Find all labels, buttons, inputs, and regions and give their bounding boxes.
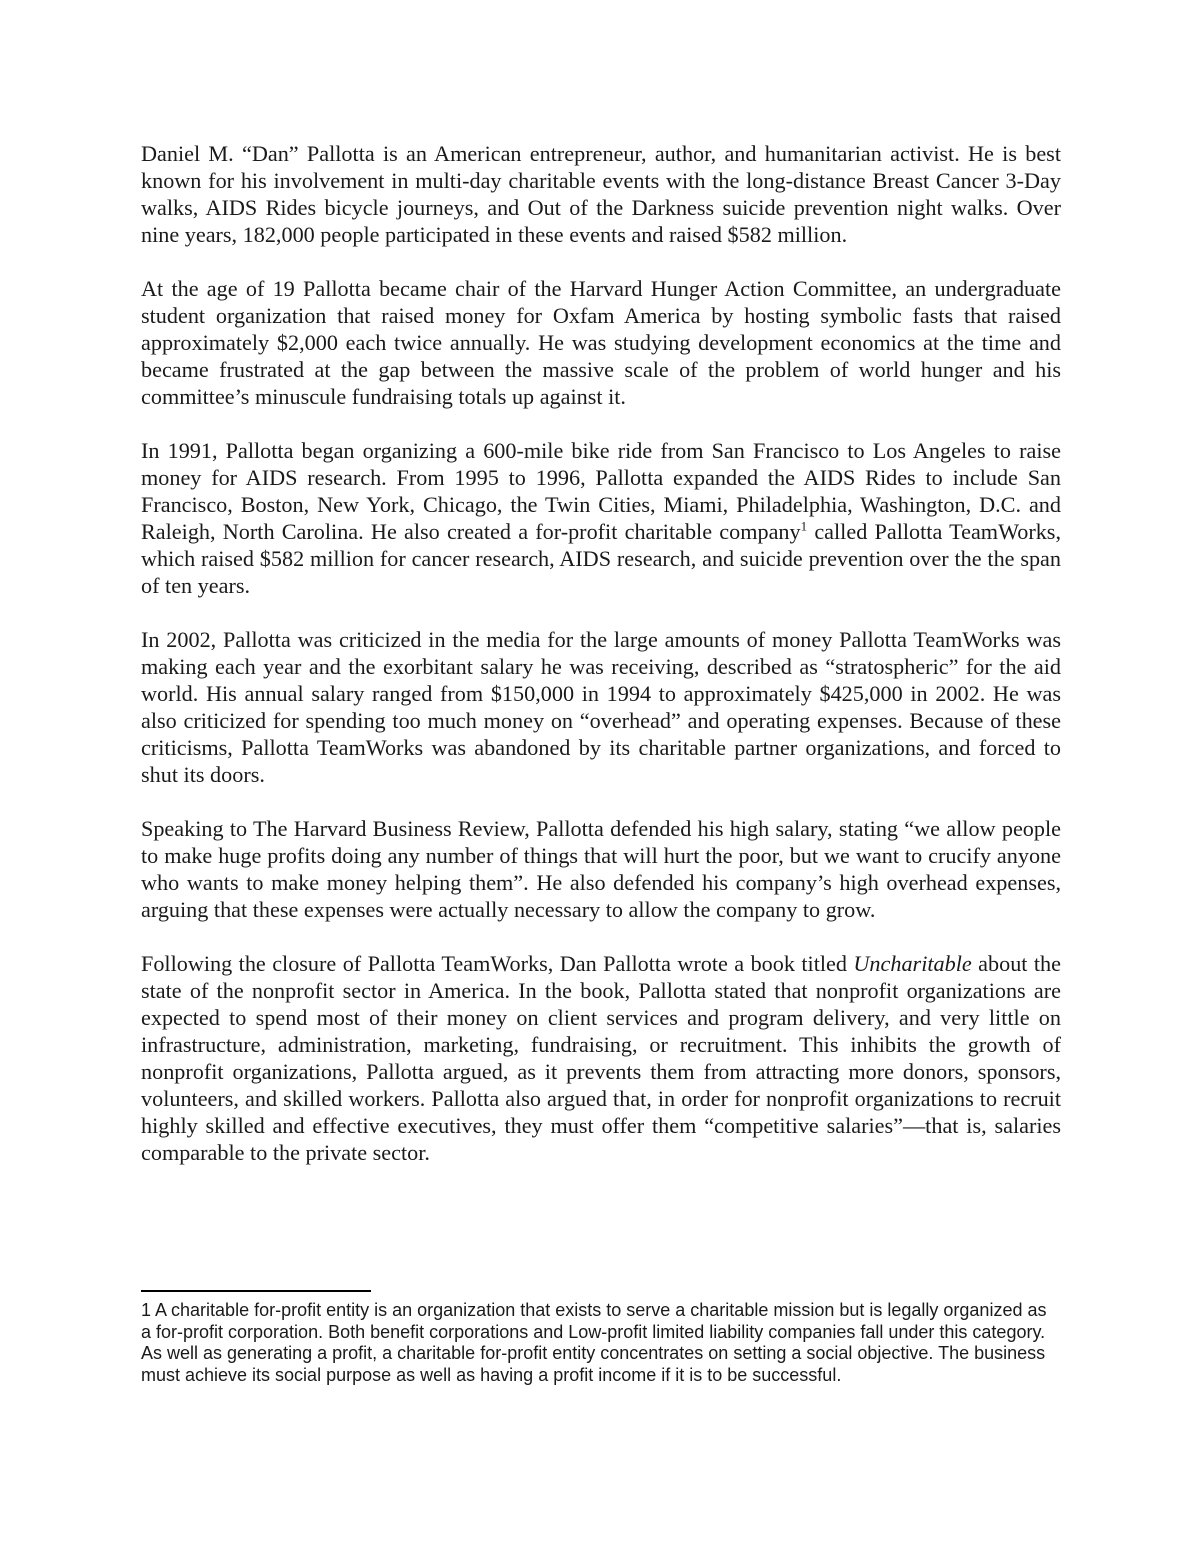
footnote-separator xyxy=(141,1290,371,1292)
paragraph-hbr-defense: Speaking to The Harvard Business Review, Pallotta defended his high salary, stating “we allow people to make huge profits doing any number of things that will hurt the poor, but we want to crucify anyone who wants to make money helping them”. He also defended his company’s high overhead expenses, arguing that these expenses were actually necessary to allow the company to grow. xyxy=(141,816,1061,922)
document-body xyxy=(141,140,1061,1193)
paragraph-uncharitable-text-end: about the state of the nonprofit sector in America. In the book, Pallotta stated that nonprofit organizations are expected to spend most of their money on client services and program delivery, and very little on infrastructure, administration, marketing, fundraising, or recruitment. This inhibits the growth of nonprofit organizations, Pallotta argued, as it prevents them from attracting more donors, sponsors, volunteers, and skilled workers. Pallotta also argued that, in order for nonprofit organizations to recruit highly skilled and effective executives, they must offer them “competitive salaries”—that is, salaries comparable to the private sector. xyxy=(141,951,1061,1165)
footnote-text: 1 A charitable for-profit entity is an organization that exists to serve a charitable mission but is legally organized as a for-profit corporation. Both benefit corporations and Low-profit limited liability companies fall under this category. As well as generating a profit, a charitable for-profit entity concentrates on setting a social objective. The business must achieve its social purpose as well as having a profit income if it is to be successful. xyxy=(141,1300,1047,1385)
paragraph-intro: Daniel M. “Dan” Pallotta is an American entrepreneur, author, and humanitarian activist. He is best known for his involvement in multi-day charitable events with the long-distance Breast Cancer 3-Day walks, AIDS Rides bicycle journeys, and Out of the Darkness suicide prevention night walks. Over nine years, 182,000 people participated in these events and raised $582 million. xyxy=(141,141,1061,247)
paragraph-harvard-hunger: At the age of 19 Pallotta became chair of the Harvard Hunger Action Committee, an undergraduate student organization that raised money for Oxfam America by hosting symbolic fasts that raised approximately $2,000 each twice annually. He was studying development economics at the time and became frustrated at the gap between the massive scale of the problem of world hunger and his committee’s minuscule fundraising totals up against it. xyxy=(141,276,1061,409)
paragraph-aids-rides xyxy=(141,437,1061,599)
footnote-reference: 1 xyxy=(800,518,808,534)
paragraph-uncharitable-text-start: Following the closure of Pallotta TeamWorks, Dan Pallotta wrote a book titled xyxy=(141,951,854,976)
paragraph-aids-rides-text-start: In 1991, Pallotta began organizing a 600-mile bike ride from San Francisco to Los Angeles to raise money for AIDS research. From 1995 to 1996, Pallotta expanded the AIDS Rides to include San Francisco, Boston, New York, Chicago, the Twin Cities, Miami, Philadelphia, Washington, D.C. and Raleigh, North Carolina. He also created a for-profit charitable company xyxy=(141,438,1061,544)
footnote xyxy=(141,1300,1061,1386)
paragraph-criticism: In 2002, Pallotta was criticized in the media for the large amounts of money Pallotta TeamWorks was making each year and the exorbitant salary he was receiving, described as “stratospheric” for the aid world. His annual salary ranged from $150,000 in 1994 to approximately $425,000 in 2002. He was also criticized for spending too much money on “overhead” and operating expenses. Because of these criticisms, Pallotta TeamWorks was abandoned by its charitable partner organizations, and forced to shut its doors. xyxy=(141,627,1061,787)
book-title: Uncharitable xyxy=(853,951,972,976)
paragraph-uncharitable xyxy=(141,950,1061,1166)
paragraph-aids-rides-text-end: called Pallotta TeamWorks, which raised $582 million for cancer research, AIDS research, and suicide prevention over the the span of ten years. xyxy=(141,519,1061,598)
